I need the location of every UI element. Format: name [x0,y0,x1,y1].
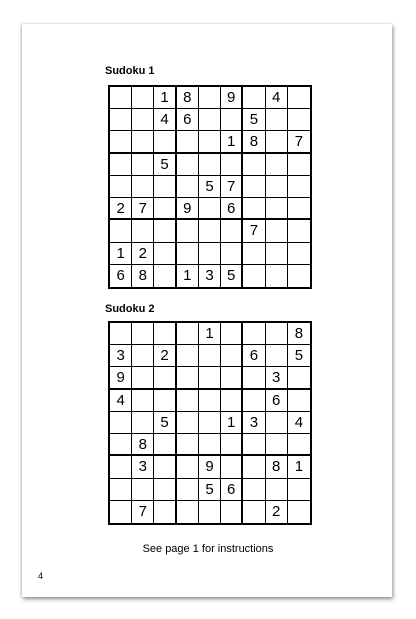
sudoku-cell: 3 [110,345,132,367]
sudoku-cell [177,412,199,434]
sudoku-cell [132,154,154,176]
sudoku-cell [199,154,221,176]
sudoku-cell [243,154,265,176]
sudoku-cell [266,109,288,131]
sudoku-cell [266,198,288,220]
sudoku-cell [177,131,199,153]
sudoku-cell: 9 [199,456,221,478]
sudoku-cell [266,479,288,501]
sudoku-cell [177,501,199,523]
sudoku-cell [132,109,154,131]
sudoku-cell [154,265,176,287]
sudoku-cell [266,176,288,198]
sudoku-cell [154,479,176,501]
sudoku-grid [108,85,312,289]
sudoku-cell: 1 [221,131,243,153]
sudoku-cell: 4 [266,87,288,109]
sudoku-cell [132,367,154,389]
sudoku-cell [243,198,265,220]
sudoku-cell: 5 [288,345,310,367]
sudoku-cell [110,176,132,198]
sudoku-cell [221,154,243,176]
sudoku-cell [177,176,199,198]
sudoku-cell [110,456,132,478]
sudoku-cell [177,367,199,389]
sudoku-cell [177,390,199,412]
sudoku-cell [154,131,176,153]
sudoku-cell [288,109,310,131]
sudoku-cell [221,109,243,131]
sudoku-cell [110,109,132,131]
sudoku-cell [199,198,221,220]
sudoku-cell [110,412,132,434]
sudoku-cell [132,390,154,412]
sudoku-cell: 9 [177,198,199,220]
sudoku-cell: 6 [221,479,243,501]
sudoku-cell [288,367,310,389]
sudoku-cell [132,220,154,242]
sudoku-cell [243,87,265,109]
sudoku-cell: 7 [132,501,154,523]
sudoku-cell [132,131,154,153]
sudoku-cell [221,345,243,367]
sudoku-cell [221,390,243,412]
sudoku-cell: 2 [110,198,132,220]
sudoku-cell: 4 [154,109,176,131]
sudoku-cell [199,434,221,456]
sudoku-cell [266,434,288,456]
sudoku-cell [288,154,310,176]
sudoku-cell [110,131,132,153]
sudoku-cell: 6 [110,265,132,287]
sudoku-cell: 2 [132,243,154,265]
sudoku-cell [221,367,243,389]
sudoku-cell [243,243,265,265]
sudoku-cell [288,479,310,501]
sudoku-cell [177,345,199,367]
sudoku-cell: 4 [288,412,310,434]
sudoku-cell [266,412,288,434]
sudoku-cell [221,456,243,478]
sudoku-cell: 8 [243,131,265,153]
sudoku-cell [154,501,176,523]
puzzle-title: Sudoku 1 [105,65,155,77]
page-number: 4 [38,571,44,581]
sudoku-cell: 1 [154,87,176,109]
sudoku-cell [177,456,199,478]
puzzle-title: Sudoku 2 [105,303,155,315]
sudoku-cell [154,198,176,220]
sudoku-cell [288,390,310,412]
sudoku-cell [288,434,310,456]
sudoku-cell [288,501,310,523]
sudoku-cell [154,176,176,198]
sudoku-cell [110,323,132,345]
sudoku-cell [221,501,243,523]
sudoku-cell [221,243,243,265]
sudoku-cell [199,131,221,153]
sudoku-cell [177,323,199,345]
sudoku-cell [154,323,176,345]
sudoku-cell: 7 [243,220,265,242]
sudoku-cell: 3 [266,367,288,389]
sudoku-cell [266,131,288,153]
sudoku-cell [199,109,221,131]
sudoku-cell [243,479,265,501]
sudoku-cell [266,154,288,176]
sudoku-cell: 1 [199,323,221,345]
sudoku-cell [110,501,132,523]
sudoku-cell [266,345,288,367]
sudoku-cell: 7 [288,131,310,153]
sudoku-cell [132,87,154,109]
sudoku-cell [177,434,199,456]
sudoku-cell: 3 [243,412,265,434]
sudoku-cell: 1 [177,265,199,287]
sudoku-cell [221,323,243,345]
sudoku-cell [243,501,265,523]
sudoku-cell: 8 [132,265,154,287]
sudoku-cell [199,345,221,367]
sudoku-cell [288,198,310,220]
sudoku-cell [266,265,288,287]
sudoku-cell [288,87,310,109]
sudoku-cell [177,154,199,176]
sudoku-cell [110,220,132,242]
sudoku-cell [243,367,265,389]
sudoku-cell [221,434,243,456]
sudoku-cell [199,243,221,265]
sudoku-cell: 5 [243,109,265,131]
sudoku-cell: 4 [110,390,132,412]
sudoku-cell: 8 [132,434,154,456]
sudoku-cell: 9 [221,87,243,109]
sudoku-cell [288,176,310,198]
sudoku-cell [221,220,243,242]
sudoku-cell [266,243,288,265]
sudoku-cell: 5 [199,176,221,198]
sudoku-cell [154,434,176,456]
sudoku-cell [199,501,221,523]
sudoku-cell: 6 [177,109,199,131]
sudoku-cell: 9 [110,367,132,389]
sudoku-cell [199,220,221,242]
sudoku-cell [288,243,310,265]
sudoku-cell [243,390,265,412]
sudoku-cell: 6 [243,345,265,367]
sudoku-cell [110,434,132,456]
sudoku-cell [243,176,265,198]
sudoku-cell [177,479,199,501]
sudoku-cell: 6 [266,390,288,412]
sudoku-cell [288,265,310,287]
sudoku-cell [199,87,221,109]
sudoku-cell: 5 [221,265,243,287]
sudoku-cell [243,434,265,456]
sudoku-cell: 8 [288,323,310,345]
sudoku-cell [132,345,154,367]
sudoku-cell [266,323,288,345]
sudoku-cell [199,367,221,389]
sudoku-cell [154,243,176,265]
sudoku-cell [132,412,154,434]
sudoku-cell [154,367,176,389]
sudoku-cell [177,243,199,265]
sudoku-cell [199,390,221,412]
sudoku-cell: 7 [221,176,243,198]
sudoku-cell: 5 [199,479,221,501]
sudoku-cell [199,412,221,434]
sudoku-cell: 2 [266,501,288,523]
sudoku-cell: 5 [154,412,176,434]
sudoku-cell [266,220,288,242]
sudoku-cell [110,154,132,176]
sudoku-cell: 1 [221,412,243,434]
sudoku-cell [154,456,176,478]
sudoku-cell: 5 [154,154,176,176]
sudoku-cell [177,220,199,242]
sudoku-cell: 6 [221,198,243,220]
sudoku-cell: 8 [266,456,288,478]
sudoku-grid [108,321,312,525]
sudoku-cell [110,479,132,501]
sudoku-cell [243,456,265,478]
sudoku-cell [132,323,154,345]
sudoku-cell [132,479,154,501]
sudoku-cell: 2 [154,345,176,367]
sudoku-cell [154,390,176,412]
sudoku-cell [243,265,265,287]
sudoku-cell: 3 [199,265,221,287]
sudoku-cell [132,176,154,198]
sudoku-cell: 7 [132,198,154,220]
sudoku-cell: 1 [288,456,310,478]
sudoku-cell [154,220,176,242]
sudoku-cell: 8 [177,87,199,109]
sudoku-cell [110,87,132,109]
sudoku-cell: 3 [132,456,154,478]
instructions-text: See page 1 for instructions [142,543,274,555]
sudoku-cell [288,220,310,242]
sudoku-cell [243,323,265,345]
sudoku-cell: 1 [110,243,132,265]
